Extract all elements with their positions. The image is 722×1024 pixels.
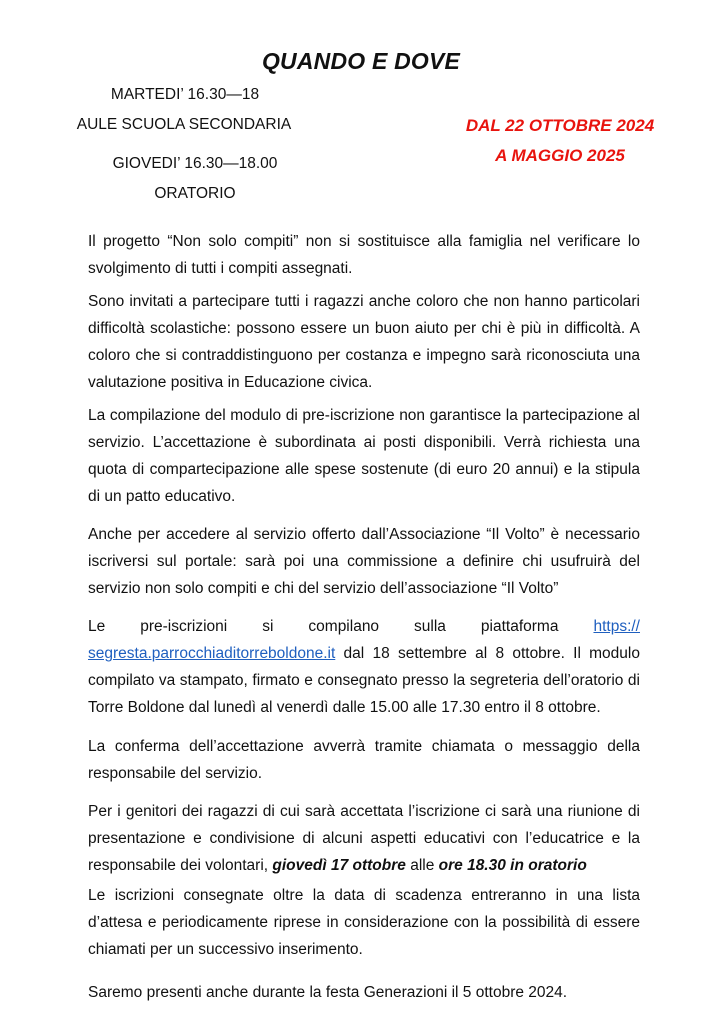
p5-text-end: dal 18 settembre al 8 ottobre. Il modulo compilato va stampato, firmato e consegnato presso la segreteria dell’oratorio di Torre Boldone dal lunedì al venerdì dalle 15.00 alle 17.30 entro il 8 ottobre. (88, 645, 640, 716)
schedule-thursday-place: ORATORIO (154, 185, 236, 202)
paragraph-festival: Saremo presenti anche durante la festa Generazioni il 5 ottobre 2024. (88, 984, 568, 1001)
page-title: QUANDO E DOVE (261, 48, 461, 74)
period-end: A MAGGIO 2025 (495, 146, 625, 165)
meeting-time: ore 18.30 in oratorio (438, 857, 587, 874)
paragraph-confirmation: La conferma dell’accettazione avverrà tramite chiamata o messaggio della responsabile del servizio. (88, 738, 640, 782)
paragraph-preregistration (88, 613, 640, 721)
paragraph-intro: Il progetto “Non solo compiti” non si sostituisce alla famiglia nel verificare lo svolgimento di tutti i compiti assegnati. (88, 233, 640, 277)
paragraph-meeting (88, 798, 640, 879)
period-start: DAL 22 OTTOBRE 2024 (465, 116, 655, 135)
schedule-thursday: GIOVEDI’ 16.30—18.00 (112, 155, 278, 172)
meeting-date: giovedì 17 ottobre (272, 857, 406, 874)
meeting-text-mid: alle (405, 857, 439, 874)
paragraph-registration: La compilazione del modulo di pre-iscrizione non garantisce la partecipazione al servizio. L’accettazione è subordinata ai posti disponibili. Verrà richiesta una quota di compartecipazione alle spese sostenute (di euro 20 annui) e la stipula di un patto educativo. (88, 407, 640, 505)
paragraph-association: Anche per accedere al servizio offerto dall’Associazione “Il Volto” è necessario iscriversi sul portale: sarà poi una commissione a definire chi usufruirà del servizio non solo compiti e chi del servizio dell’associazione “Il Volto” (88, 526, 640, 597)
schedule-tuesday: MARTEDI’ 16.30—18 (110, 86, 260, 103)
portal-link[interactable]: https:// segresta.parrocchiaditorreboldone.it (88, 618, 640, 662)
paragraph-waitlist: Le iscrizioni consegnate oltre la data di scadenza entreranno in una lista d’attesa e periodicamente riprese in considerazione con la possibilità di essere chiamati per un successivo inserimento. (88, 887, 640, 958)
meeting-text-start: Per i genitori dei ragazzi di cui sarà accettata l’iscrizione ci sarà una riunione di presentazione e condivisione di alcuni aspetti educativi con l’educatrice e la responsabile dei volontari, (88, 803, 640, 874)
p5-text-start: Le pre-iscrizioni si compilano sulla piattaforma (88, 618, 594, 635)
paragraph-invited: Sono invitati a partecipare tutti i ragazzi anche coloro che non hanno particolari difficoltà scolastiche: possono essere un buon aiuto per chi è più in difficoltà. A coloro che si contraddistinguono per costanza e impegno sarà riconosciuta una valutazione positiva in Educazione civica. (88, 293, 640, 391)
schedule-tuesday-place: AULE SCUOLA SECONDARIA (76, 116, 292, 133)
